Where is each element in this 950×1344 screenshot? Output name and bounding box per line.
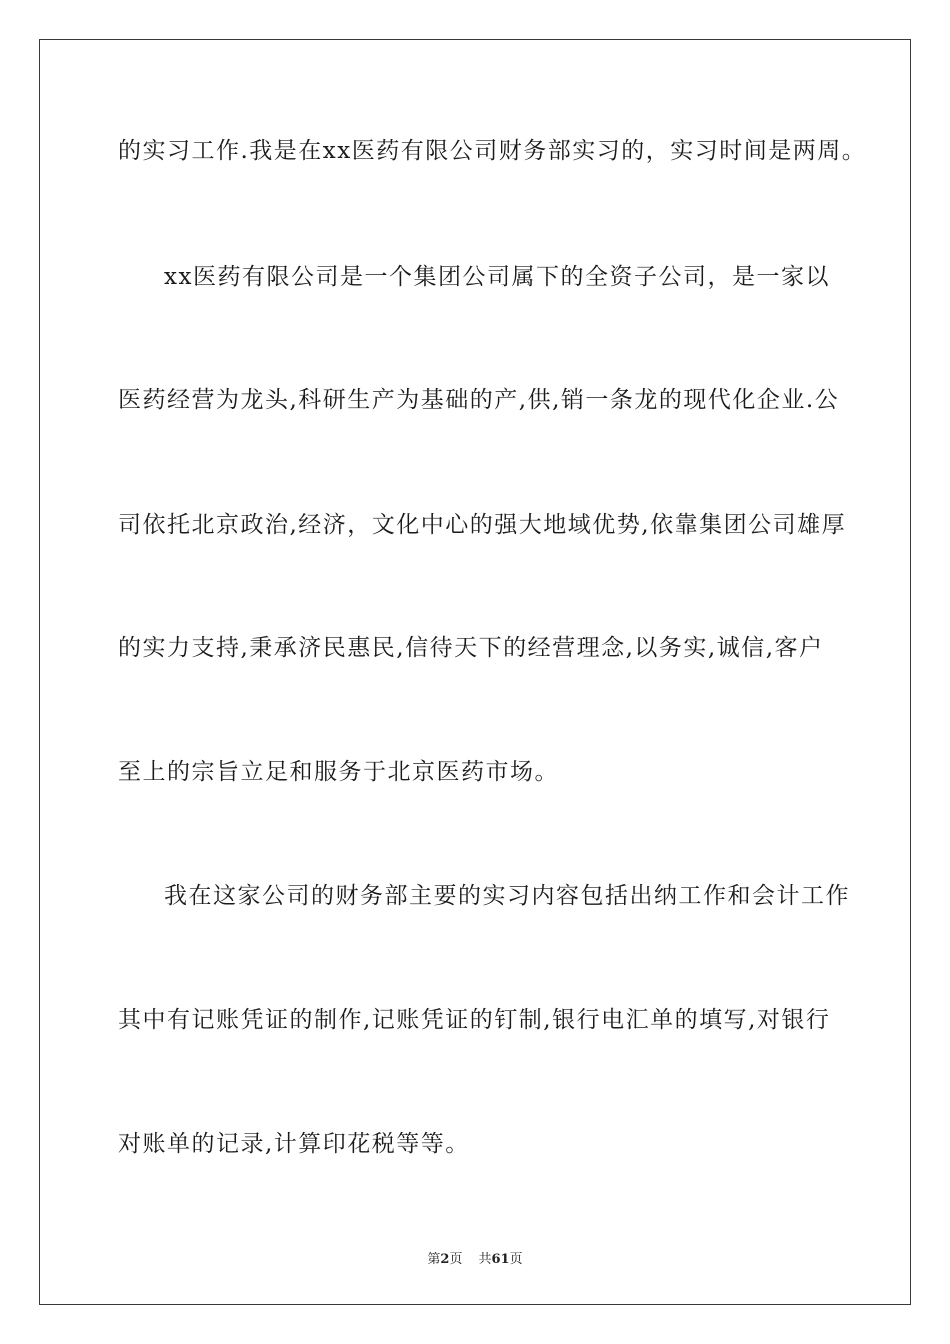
text-line: 的实力支持,秉承济民惠民,信待天下的经营理念,以务实,诚信,客户	[118, 635, 824, 661]
text-line: 司依托北京政治,经济，文化中心的强大地域优势,依靠集团公司雄厚	[118, 512, 847, 538]
paragraph-start-line: 我在这家公司的财务部主要的实习内容包括出纳工作和会计工作	[164, 883, 850, 909]
total-prefix: 共	[478, 1252, 492, 1267]
page-footer	[0, 1248, 950, 1267]
text-line: 的实习工作.我是在xx医药有限公司财务部实习的，实习时间是两周。	[118, 138, 867, 164]
page-number: 2	[440, 1252, 450, 1267]
text-line: 至上的宗旨立足和服务于北京医药市场。	[118, 759, 559, 785]
text-line: 对账单的记录,计算印花税等等。	[118, 1131, 470, 1157]
total-pages: 61	[491, 1252, 510, 1267]
text-line: 其中有记账凭证的制作,记账凭证的钉制,银行电汇单的填写,对银行	[118, 1007, 831, 1033]
paragraph-start-line: xx医药有限公司是一个集团公司属下的全资子公司，是一家以	[164, 264, 830, 290]
text-line: 医药经营为龙头,科研生产为基础的产,供,销一条龙的现代化企业.公	[118, 387, 840, 413]
total-suffix: 页	[509, 1252, 523, 1267]
page-suffix: 页	[449, 1252, 463, 1267]
page-prefix: 第	[427, 1252, 441, 1267]
page-border	[39, 39, 911, 1305]
